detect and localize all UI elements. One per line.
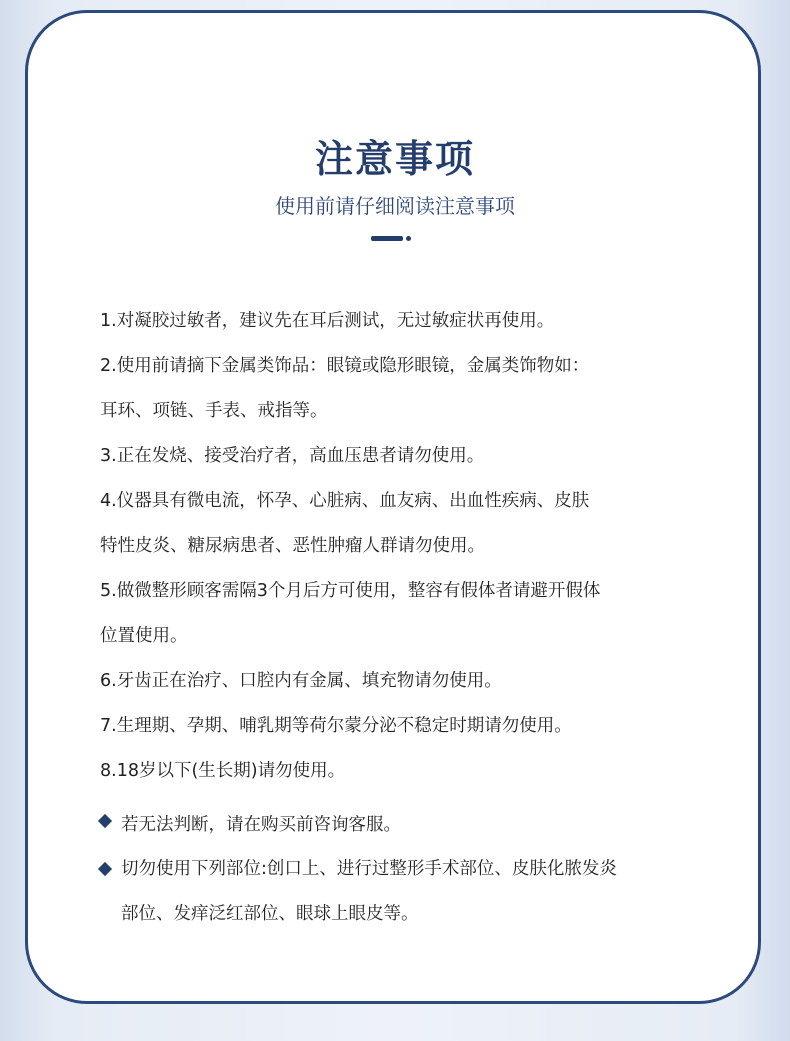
notice-item-4-cont: 特性皮炎、糖尿病患者、恶性肿瘤人群请勿使用。 (100, 536, 485, 556)
notice-item-4: 4.仪器具有微电流，怀孕、心脏病、血友病、出血性疾病、皮肤 (100, 491, 590, 511)
notice-item-6: 6.牙齿正在治疗、口腔内有金属、填充物请勿使用。 (100, 671, 502, 691)
notice-item-5-cont: 位置使用。 (100, 626, 188, 646)
note-item-2-cont: 部位、发痒泛红部位、眼球上眼皮等。 (121, 904, 419, 924)
notice-item-1: 1.对凝胶过敏者，建议先在耳后测试，无过敏症状再使用。 (100, 311, 555, 331)
notice-item-7: 7.生理期、孕期、哺乳期等荷尔蒙分泌不稳定时期请勿使用。 (100, 716, 572, 736)
notice-item-3: 3.正在发烧、接受治疗者，高血压患者请勿使用。 (100, 446, 485, 466)
notice-item-5: 5.做微整形顾客需隔3个月后方可使用，整容有假体者请避开假体 (100, 581, 601, 601)
divider-dot (406, 236, 411, 241)
note-item-2: 切勿使用下列部位:创口上、进行过整形手术部位、皮肤化脓发炎 (121, 859, 617, 879)
page-title: 注意事项 (314, 137, 475, 181)
title-divider (371, 236, 415, 242)
notice-item-2-cont: 耳环、项链、手表、戒指等。 (100, 401, 328, 421)
notice-item-2: 2.使用前请摘下金属类饰品：眼镜或隐形眼镜，金属类饰物如： (100, 356, 590, 376)
notice-item-8: 8.18岁以下(生长期)请勿使用。 (100, 761, 346, 781)
note-item-1: 若无法判断，请在购买前咨询客服。 (121, 815, 401, 835)
page-subtitle: 使用前请仔细阅读注意事项 (275, 194, 515, 218)
divider-bar (371, 236, 403, 241)
